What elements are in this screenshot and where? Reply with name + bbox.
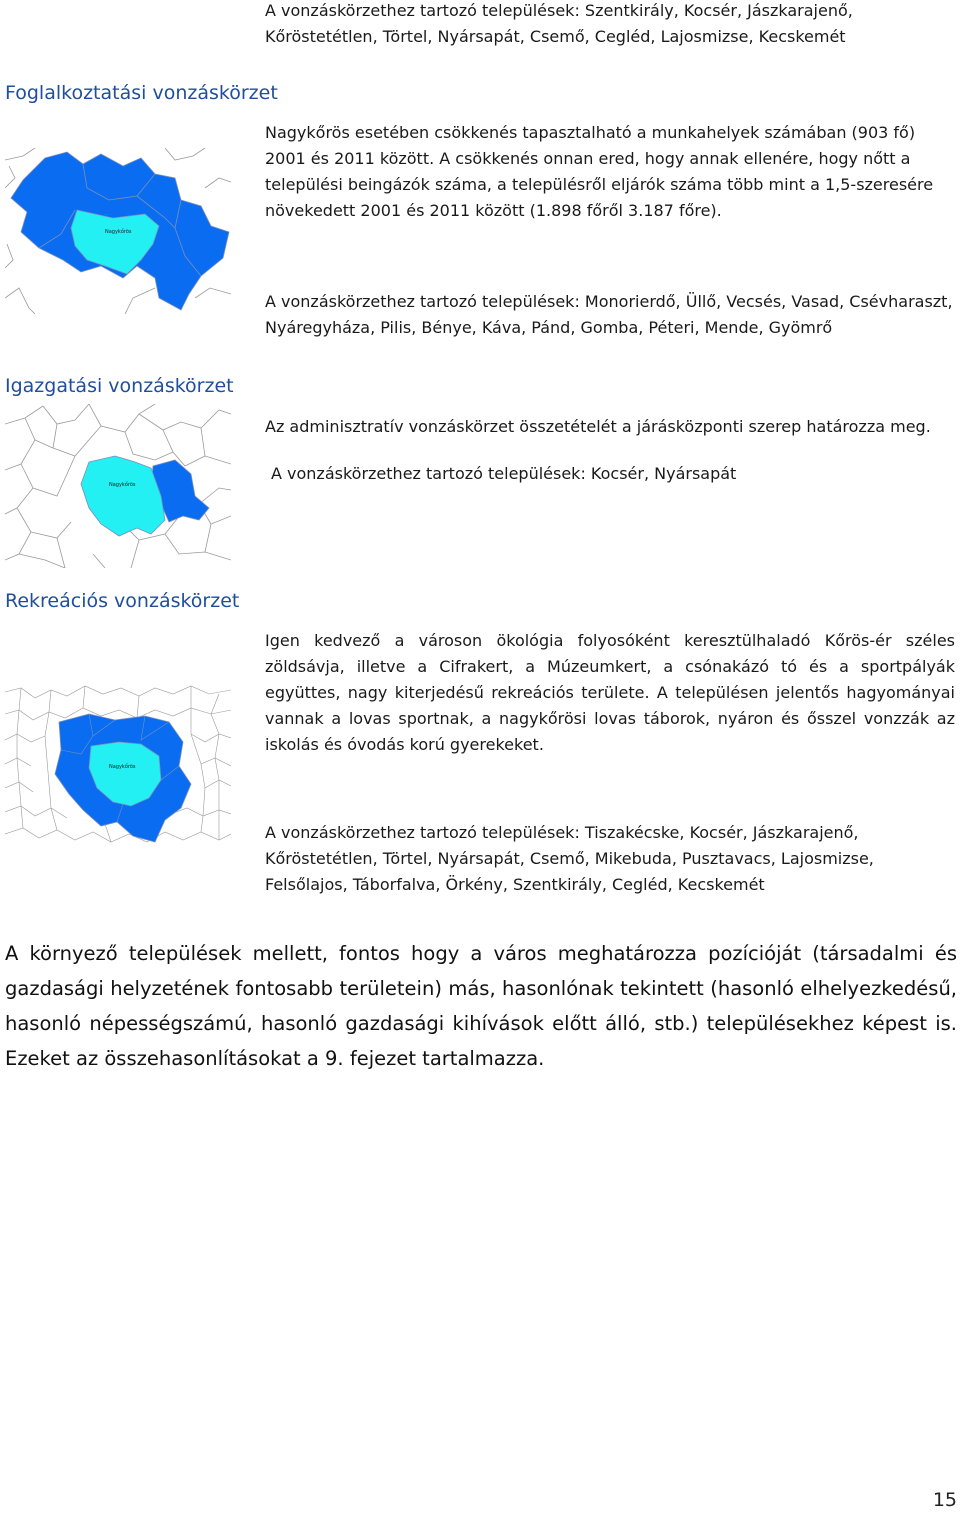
recreational-heading: Rekreációs vonzáskörzet [5, 590, 240, 612]
administrative-map-label: Nagykőrös [109, 482, 136, 488]
recreational-description: Igen kedvező a városon ökológia folyosóként keresztülhaladó Kőrös-ér széles zöldsávja, illetve a Cifrakert, a Múzeumkert, a csónakázó tó és a sportpályák együttes, nagy kiterjedésű rekreációs területe. A településen jelentős hagyományai vannak a lovas sportnak, a nagykőrösi lovas táborok, nyáron és ősszel vonzzák az iskolás és óvodás korú gyerekeket. [265, 631, 955, 754]
employment-settlements: A vonzáskörzethez tartozó települések: Monorierdő, Üllő, Vecsés, Vasad, Csévharaszt, Nyáregyháza, Pilis, Bénye, Káva, Pánd, Gomba, Péteri, Mende, Gyömrő [265, 292, 953, 337]
recreational-map [5, 684, 231, 846]
administrative-settlements: A vonzáskörzethez tartozó települések: Kocsér, Nyársapát [271, 464, 737, 483]
recreational-map-label: Nagykőrös [109, 764, 136, 770]
closing-paragraph: A környező települések mellett, fontos hogy a város meghatározza pozícióját (társadalmi és gazdasági helyzetének fontosabb területein) más, hasonlónak tekintett (hasonló elhelyezkedésű, hasonló népességszámú, hasonló gazdasági kihívások előtt álló, stb.) településekhez képest is. Ezeket az összehasonlításokat a 9. fejezet tartalmazza. [5, 942, 957, 1070]
recreational-map-svg [5, 684, 231, 846]
page-number: 15 [932, 1489, 957, 1511]
administrative-description: Az adminisztratív vonzáskörzet összetételét a járásközponti szerep határozza meg. [265, 417, 931, 436]
top-settlements-text: A vonzáskörzethez tartozó települések: Szentkirály, Kocsér, Jászkarajenő, Kőröstetétlen, Törtel, Nyársapát, Csemő, Cegléd, Lajosmizse, Kecskemét [265, 1, 853, 46]
administrative-map-svg [5, 404, 231, 568]
administrative-heading: Igazgatási vonzáskörzet [5, 375, 234, 397]
employment-description: Nagykőrös esetében csökkenés tapasztalható a munkahelyek számában (903 fő) 2001 és 2011 között. A csökkenés onnan ered, hogy annak ellenére, hogy nőtt a települési beingázók száma, a településről eljárók száma több mint a 1,5-szeresére növekedett 2001 és 2011 között (1.898 főről 3.187 főre). [265, 123, 934, 220]
recreational-settlements: A vonzáskörzethez tartozó települések: Tiszakécske, Kocsér, Jászkarajenő, Kőröstetétlen, Törtel, Nyársapát, Csemő, Mikebuda, Pusztavacs, Lajosmizse, Felsőlajos, Táborfalva, Örkény, Szentkirály, Cegléd, Kecskemét [265, 823, 874, 894]
employment-map-svg [5, 148, 231, 314]
employment-map [5, 148, 231, 314]
employment-heading: Foglalkoztatási vonzáskörzet [5, 82, 278, 104]
employment-map-label: Nagykőrös [105, 229, 132, 235]
administrative-map [5, 404, 231, 568]
